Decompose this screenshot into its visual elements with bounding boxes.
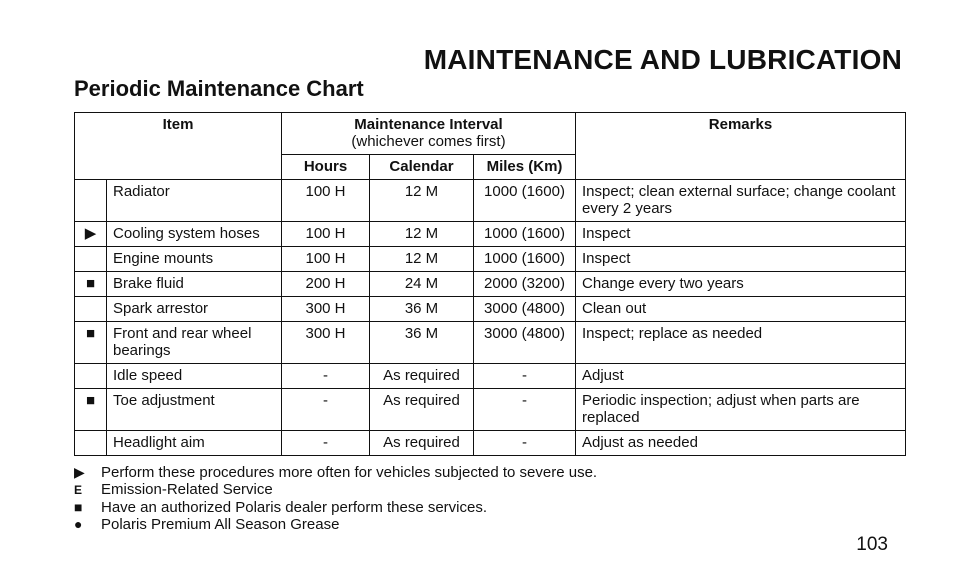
table-row xyxy=(75,272,906,297)
row-calendar: As required xyxy=(370,389,474,431)
row-calendar: As required xyxy=(370,364,474,389)
table-row xyxy=(75,297,906,322)
table-row xyxy=(75,247,906,272)
header-item: Item xyxy=(75,113,282,180)
row-hours: - xyxy=(282,389,370,431)
header-calendar: Calendar xyxy=(370,155,474,180)
legend-item xyxy=(74,481,597,499)
row-miles: 3000 (4800) xyxy=(474,297,576,322)
row-hours: 300 H xyxy=(282,322,370,364)
row-symbol xyxy=(75,431,107,456)
row-miles: 2000 (3200) xyxy=(474,272,576,297)
legend-text: Have an authorized Polaris dealer perform these services. xyxy=(101,499,488,516)
row-remarks: Change every two years xyxy=(576,272,906,297)
row-miles: 3000 (4800) xyxy=(474,322,576,364)
row-item: Front and rear wheel bearings xyxy=(107,322,282,364)
table-row xyxy=(75,222,906,247)
row-item: Idle speed xyxy=(107,364,282,389)
row-symbol: ■ xyxy=(75,322,107,364)
row-symbol: ■ xyxy=(75,389,107,431)
header-hours: Hours xyxy=(282,155,370,180)
legend-item xyxy=(74,499,597,516)
row-calendar: 36 M xyxy=(370,322,474,364)
legend-symbol: ▶ xyxy=(74,464,85,480)
row-item: Brake fluid xyxy=(107,272,282,297)
row-remarks: Inspect; replace as needed xyxy=(576,322,906,364)
row-calendar: As required xyxy=(370,431,474,456)
legend-text: Emission-Related Service xyxy=(101,481,273,498)
row-calendar: 12 M xyxy=(370,180,474,222)
table-row xyxy=(75,389,906,431)
row-item: Cooling system hoses xyxy=(107,222,282,247)
row-remarks: Adjust as needed xyxy=(576,431,906,456)
row-remarks: Inspect xyxy=(576,247,906,272)
header-interval: Maintenance Interval (whichever comes first) xyxy=(282,113,576,155)
row-remarks: Adjust xyxy=(576,364,906,389)
legend-text: Perform these procedures more often for vehicles subjected to severe use. xyxy=(101,464,598,481)
row-symbol xyxy=(75,247,107,272)
row-item: Radiator xyxy=(107,180,282,222)
row-remarks: Clean out xyxy=(576,297,906,322)
legend-item xyxy=(74,464,597,481)
chart-title: Periodic Maintenance Chart xyxy=(74,76,364,101)
table-row xyxy=(75,364,906,389)
row-calendar: 12 M xyxy=(370,247,474,272)
row-calendar: 36 M xyxy=(370,297,474,322)
row-remarks: Periodic inspection; adjust when parts are replaced xyxy=(576,389,906,431)
row-miles: - xyxy=(474,364,576,389)
legend-item xyxy=(74,516,597,533)
header-interval-note: (whichever comes first) xyxy=(351,133,506,150)
row-miles: 1000 (1600) xyxy=(474,180,576,222)
row-hours: 100 H xyxy=(282,247,370,272)
row-remarks: Inspect xyxy=(576,222,906,247)
row-hours: - xyxy=(282,364,370,389)
row-item: Spark arrestor xyxy=(107,297,282,322)
table-row xyxy=(75,180,906,222)
row-hours: 300 H xyxy=(282,297,370,322)
row-item: Engine mounts xyxy=(107,247,282,272)
row-miles: 1000 (1600) xyxy=(474,222,576,247)
row-calendar: 12 M xyxy=(370,222,474,247)
row-item: Headlight aim xyxy=(107,431,282,456)
row-remarks: Inspect; clean external surface; change coolant every 2 years xyxy=(576,180,906,222)
row-symbol xyxy=(75,297,107,322)
legend-symbol: ■ xyxy=(74,499,83,515)
header-miles: Miles (Km) xyxy=(474,155,576,180)
row-hours: 100 H xyxy=(282,222,370,247)
row-item: Toe adjustment xyxy=(107,389,282,431)
section-title: MAINTENANCE AND LUBRICATION xyxy=(423,44,902,75)
row-symbol xyxy=(75,180,107,222)
legend-symbol: E xyxy=(74,483,83,497)
table-row xyxy=(75,322,906,364)
row-symbol: ▶ xyxy=(75,222,107,247)
row-miles: - xyxy=(474,431,576,456)
page-number: 103 xyxy=(856,534,888,555)
row-symbol: ■ xyxy=(75,272,107,297)
legend xyxy=(74,464,597,533)
row-symbol xyxy=(75,364,107,389)
row-hours: 200 H xyxy=(282,272,370,297)
maintenance-table xyxy=(74,112,906,456)
legend-symbol: ● xyxy=(74,516,83,532)
table-row xyxy=(75,431,906,456)
legend-text: Polaris Premium All Season Grease xyxy=(101,516,340,533)
row-miles: 1000 (1600) xyxy=(474,247,576,272)
row-miles: - xyxy=(474,389,576,431)
row-hours: 100 H xyxy=(282,180,370,222)
row-calendar: 24 M xyxy=(370,272,474,297)
row-hours: - xyxy=(282,431,370,456)
header-remarks: Remarks xyxy=(576,113,906,180)
